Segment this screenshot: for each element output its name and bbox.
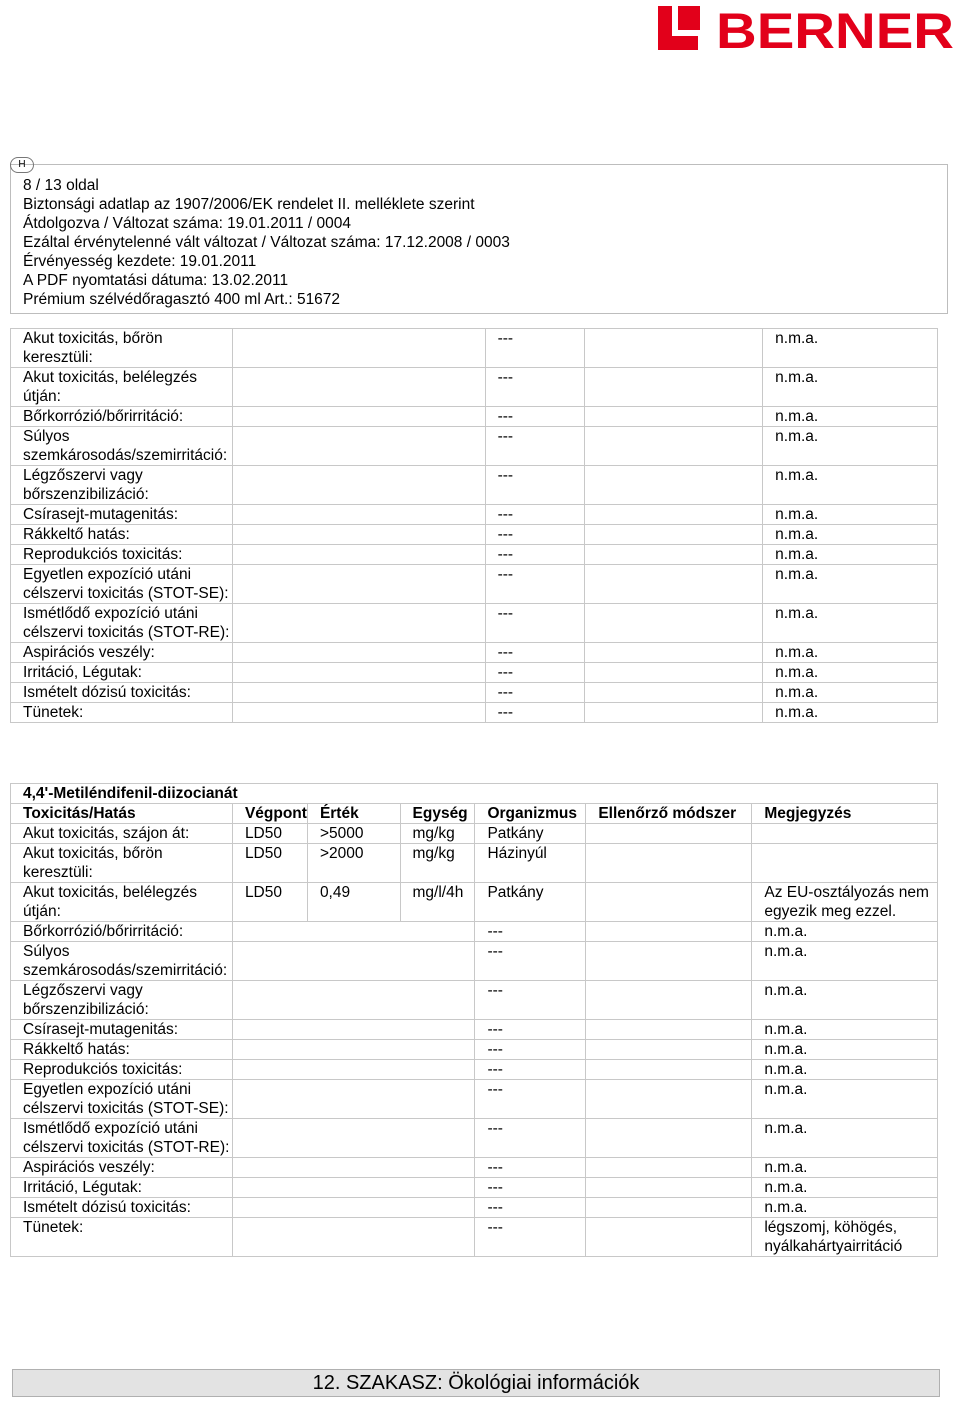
cell-method bbox=[586, 824, 752, 844]
row-spacer bbox=[232, 466, 485, 505]
row-spacer bbox=[232, 545, 485, 565]
cell-method bbox=[586, 883, 752, 922]
row-note: n.m.a. bbox=[752, 1198, 938, 1218]
cell-unit: mg/l/4h bbox=[400, 883, 475, 922]
row-note: n.m.a. bbox=[752, 1080, 938, 1119]
table-row bbox=[11, 565, 938, 604]
cell-note bbox=[752, 844, 938, 883]
row-note: n.m.a. bbox=[763, 545, 938, 565]
row-note: n.m.a. bbox=[752, 942, 938, 981]
column-header: Toxicitás/Hatás bbox=[11, 804, 233, 824]
row-spacer bbox=[232, 1198, 475, 1218]
header-line: Érvényesség kezdete: 19.01.2011 bbox=[23, 253, 257, 270]
row-note: n.m.a. bbox=[763, 565, 938, 604]
table-row bbox=[11, 505, 938, 525]
row-spacer bbox=[585, 545, 763, 565]
cell-label: Akut toxicitás, belélegzés útján: bbox=[11, 883, 233, 922]
row-value: --- bbox=[475, 1198, 586, 1218]
row-value: --- bbox=[485, 525, 585, 545]
row-value: --- bbox=[475, 1040, 586, 1060]
row-spacer bbox=[232, 1080, 475, 1119]
cell-organism: Patkány bbox=[475, 824, 586, 844]
toxicity-table-mixture bbox=[10, 328, 938, 723]
table-row bbox=[11, 427, 938, 466]
column-header: Organizmus bbox=[475, 804, 586, 824]
header-line: 8 / 13 oldal bbox=[23, 177, 99, 194]
column-header: Egység bbox=[400, 804, 475, 824]
row-spacer bbox=[232, 663, 485, 683]
row-spacer bbox=[585, 703, 763, 723]
row-value: --- bbox=[475, 1158, 586, 1178]
row-value: --- bbox=[485, 604, 585, 643]
cell-method bbox=[586, 844, 752, 883]
row-label: Csírasejt-mutagenitás: bbox=[11, 1020, 233, 1040]
section-12-title: 12. SZAKASZ: Ökológiai információk bbox=[12, 1369, 940, 1397]
row-note: n.m.a. bbox=[752, 1158, 938, 1178]
column-header: Végpont bbox=[232, 804, 307, 824]
row-note: légszomj, köhögés, nyálkahártyairritáció bbox=[752, 1218, 938, 1257]
row-label: Rákkeltő hatás: bbox=[11, 525, 233, 545]
row-spacer bbox=[232, 942, 475, 981]
row-label: Akut toxicitás, bőrön keresztüli: bbox=[11, 329, 233, 368]
table-row bbox=[11, 683, 938, 703]
cell-label: Akut toxicitás, bőrön keresztüli: bbox=[11, 844, 233, 883]
row-spacer bbox=[586, 1060, 752, 1080]
row-note: n.m.a. bbox=[763, 368, 938, 407]
header-line: Prémium szélvédőragasztó 400 ml Art.: 51672 bbox=[23, 291, 341, 308]
row-value: --- bbox=[485, 683, 585, 703]
row-label: Aspirációs veszély: bbox=[11, 1158, 233, 1178]
row-spacer bbox=[232, 368, 485, 407]
row-value: --- bbox=[485, 663, 585, 683]
row-label: Egyetlen expozíció utáni célszervi toxicitás (STOT-SE): bbox=[11, 565, 233, 604]
row-note: n.m.a. bbox=[752, 981, 938, 1020]
row-spacer bbox=[232, 1060, 475, 1080]
row-spacer bbox=[232, 922, 475, 942]
row-label: Irritáció, Légutak: bbox=[11, 663, 233, 683]
column-header: Ellenőrző módszer bbox=[586, 804, 752, 824]
row-spacer bbox=[586, 942, 752, 981]
column-header: Megjegyzés bbox=[752, 804, 938, 824]
row-note: n.m.a. bbox=[763, 643, 938, 663]
row-spacer bbox=[586, 981, 752, 1020]
cell-unit: mg/kg bbox=[400, 824, 475, 844]
cell-endpoint: LD50 bbox=[232, 883, 307, 922]
row-label: Bőrkorrózió/bőrirritáció: bbox=[11, 407, 233, 427]
table-row bbox=[11, 1198, 938, 1218]
row-note: n.m.a. bbox=[763, 703, 938, 723]
row-label: Tünetek: bbox=[11, 1218, 233, 1257]
table-row bbox=[11, 1060, 938, 1080]
row-spacer bbox=[585, 329, 763, 368]
row-note: n.m.a. bbox=[763, 407, 938, 427]
row-value: --- bbox=[475, 1020, 586, 1040]
table-row bbox=[11, 604, 938, 643]
row-label: Ismételt dózisú toxicitás: bbox=[11, 1198, 233, 1218]
row-spacer bbox=[232, 703, 485, 723]
cell-value: >5000 bbox=[307, 824, 400, 844]
row-value: --- bbox=[485, 427, 585, 466]
row-spacer bbox=[585, 525, 763, 545]
row-label: Ismétlődő expozíció utáni célszervi toxicitás (STOT-RE): bbox=[11, 1119, 233, 1158]
row-spacer bbox=[232, 981, 475, 1020]
row-label: Tünetek: bbox=[11, 703, 233, 723]
row-note: n.m.a. bbox=[763, 505, 938, 525]
cell-organism: Házinyúl bbox=[475, 844, 586, 883]
row-value: --- bbox=[485, 565, 585, 604]
row-spacer bbox=[232, 1178, 475, 1198]
row-value: --- bbox=[475, 1178, 586, 1198]
row-value: --- bbox=[475, 1119, 586, 1158]
row-spacer bbox=[586, 1040, 752, 1060]
row-note: n.m.a. bbox=[752, 1178, 938, 1198]
toxicity-table-substance bbox=[10, 783, 938, 1257]
row-spacer bbox=[232, 1119, 475, 1158]
cell-endpoint: LD50 bbox=[232, 844, 307, 883]
row-spacer bbox=[585, 466, 763, 505]
row-spacer bbox=[232, 427, 485, 466]
row-label: Légzőszervi vagy bőrszenzibilizáció: bbox=[11, 466, 233, 505]
row-spacer bbox=[586, 1119, 752, 1158]
data-row bbox=[11, 824, 938, 844]
row-value: --- bbox=[485, 545, 585, 565]
row-value: --- bbox=[485, 505, 585, 525]
row-spacer bbox=[586, 1198, 752, 1218]
row-spacer bbox=[232, 1040, 475, 1060]
row-value: --- bbox=[475, 1080, 586, 1119]
row-note: n.m.a. bbox=[752, 1020, 938, 1040]
row-value: --- bbox=[475, 1218, 586, 1257]
cell-unit: mg/kg bbox=[400, 844, 475, 883]
column-header: Érték bbox=[307, 804, 400, 824]
table-row bbox=[11, 981, 938, 1020]
cell-value: >2000 bbox=[307, 844, 400, 883]
table-row bbox=[11, 1020, 938, 1040]
row-spacer bbox=[586, 1218, 752, 1257]
row-spacer bbox=[232, 407, 485, 427]
row-note: n.m.a. bbox=[763, 466, 938, 505]
row-spacer bbox=[232, 1158, 475, 1178]
row-spacer bbox=[585, 565, 763, 604]
row-label: Reprodukciós toxicitás: bbox=[11, 545, 233, 565]
row-label: Ismétlődő expozíció utáni célszervi toxicitás (STOT-RE): bbox=[11, 604, 233, 643]
row-label: Csírasejt-mutagenitás: bbox=[11, 505, 233, 525]
row-label: Irritáció, Légutak: bbox=[11, 1178, 233, 1198]
table-row bbox=[11, 663, 938, 683]
data-row bbox=[11, 844, 938, 883]
table-row bbox=[11, 525, 938, 545]
row-note: n.m.a. bbox=[752, 1040, 938, 1060]
header-line: Biztonsági adatlap az 1907/2006/EK rendelet II. melléklete szerint bbox=[23, 196, 475, 213]
header-line: Ezáltal érvénytelenné vált változat / Változat száma: 17.12.2008 / 0003 bbox=[23, 234, 510, 251]
row-spacer bbox=[232, 525, 485, 545]
row-spacer bbox=[586, 922, 752, 942]
cell-note: Az EU-osztályozás nem egyezik meg ezzel. bbox=[752, 883, 938, 922]
row-note: n.m.a. bbox=[763, 525, 938, 545]
table-row bbox=[11, 1218, 938, 1257]
data-row bbox=[11, 883, 938, 922]
row-spacer bbox=[232, 1020, 475, 1040]
table-row bbox=[11, 922, 938, 942]
row-spacer bbox=[585, 427, 763, 466]
row-spacer bbox=[232, 604, 485, 643]
row-label: Akut toxicitás, belélegzés útján: bbox=[11, 368, 233, 407]
table-row bbox=[11, 1040, 938, 1060]
language-badge: H bbox=[10, 157, 34, 173]
row-label: Légzőszervi vagy bőrszenzibilizáció: bbox=[11, 981, 233, 1020]
row-label: Súlyos szemkárosodás/szemirritáció: bbox=[11, 427, 233, 466]
cell-note bbox=[752, 824, 938, 844]
row-spacer bbox=[232, 643, 485, 663]
table-row bbox=[11, 703, 938, 723]
row-spacer bbox=[586, 1178, 752, 1198]
cell-value: 0,49 bbox=[307, 883, 400, 922]
row-spacer bbox=[586, 1080, 752, 1119]
table-row bbox=[11, 329, 938, 368]
row-note: n.m.a. bbox=[763, 329, 938, 368]
row-spacer bbox=[585, 368, 763, 407]
table-row bbox=[11, 1119, 938, 1158]
row-note: n.m.a. bbox=[752, 1119, 938, 1158]
row-label: Egyetlen expozíció utáni célszervi toxicitás (STOT-SE): bbox=[11, 1080, 233, 1119]
row-note: n.m.a. bbox=[763, 663, 938, 683]
row-value: --- bbox=[485, 407, 585, 427]
table-row bbox=[11, 1178, 938, 1198]
row-label: Rákkeltő hatás: bbox=[11, 1040, 233, 1060]
row-spacer bbox=[586, 1158, 752, 1178]
row-spacer bbox=[232, 505, 485, 525]
berner-logo bbox=[656, 4, 956, 52]
row-note: n.m.a. bbox=[763, 427, 938, 466]
row-spacer bbox=[585, 604, 763, 643]
cell-endpoint: LD50 bbox=[232, 824, 307, 844]
row-note: n.m.a. bbox=[763, 604, 938, 643]
header-line: A PDF nyomtatási dátuma: 13.02.2011 bbox=[23, 272, 289, 289]
row-value: --- bbox=[475, 981, 586, 1020]
row-value: --- bbox=[485, 703, 585, 723]
row-spacer bbox=[585, 683, 763, 703]
cell-label: Akut toxicitás, szájon át: bbox=[11, 824, 233, 844]
row-spacer bbox=[232, 1218, 475, 1257]
row-spacer bbox=[232, 329, 485, 368]
row-value: --- bbox=[475, 942, 586, 981]
table-row bbox=[11, 466, 938, 505]
table-row bbox=[11, 407, 938, 427]
row-note: n.m.a. bbox=[752, 1060, 938, 1080]
row-spacer bbox=[585, 505, 763, 525]
substance-row bbox=[11, 784, 938, 804]
document-header bbox=[23, 176, 510, 309]
row-note: n.m.a. bbox=[752, 922, 938, 942]
row-value: --- bbox=[475, 1060, 586, 1080]
row-spacer bbox=[232, 565, 485, 604]
row-spacer bbox=[586, 1020, 752, 1040]
cell-organism: Patkány bbox=[475, 883, 586, 922]
row-note: n.m.a. bbox=[763, 683, 938, 703]
table-row bbox=[11, 643, 938, 663]
table-row bbox=[11, 545, 938, 565]
row-label: Súlyos szemkárosodás/szemirritáció: bbox=[11, 942, 233, 981]
row-value: --- bbox=[485, 368, 585, 407]
header-row bbox=[11, 804, 938, 824]
table-row bbox=[11, 1080, 938, 1119]
row-label: Aspirációs veszély: bbox=[11, 643, 233, 663]
table-row bbox=[11, 368, 938, 407]
row-spacer bbox=[585, 643, 763, 663]
row-spacer bbox=[585, 663, 763, 683]
table-row bbox=[11, 942, 938, 981]
substance-name: 4,4'-Metiléndifenil-diizocianát bbox=[11, 784, 938, 804]
header-line: Átdolgozva / Változat száma: 19.01.2011 / 0004 bbox=[23, 215, 352, 232]
row-spacer bbox=[232, 683, 485, 703]
row-label: Reprodukciós toxicitás: bbox=[11, 1060, 233, 1080]
row-label: Bőrkorrózió/bőrirritáció: bbox=[11, 922, 233, 942]
row-label: Ismételt dózisú toxicitás: bbox=[11, 683, 233, 703]
row-value: --- bbox=[475, 922, 586, 942]
logo-text: BERNER bbox=[716, 4, 954, 52]
row-value: --- bbox=[485, 329, 585, 368]
row-value: --- bbox=[485, 466, 585, 505]
table-row bbox=[11, 1158, 938, 1178]
row-value: --- bbox=[485, 643, 585, 663]
row-spacer bbox=[585, 407, 763, 427]
